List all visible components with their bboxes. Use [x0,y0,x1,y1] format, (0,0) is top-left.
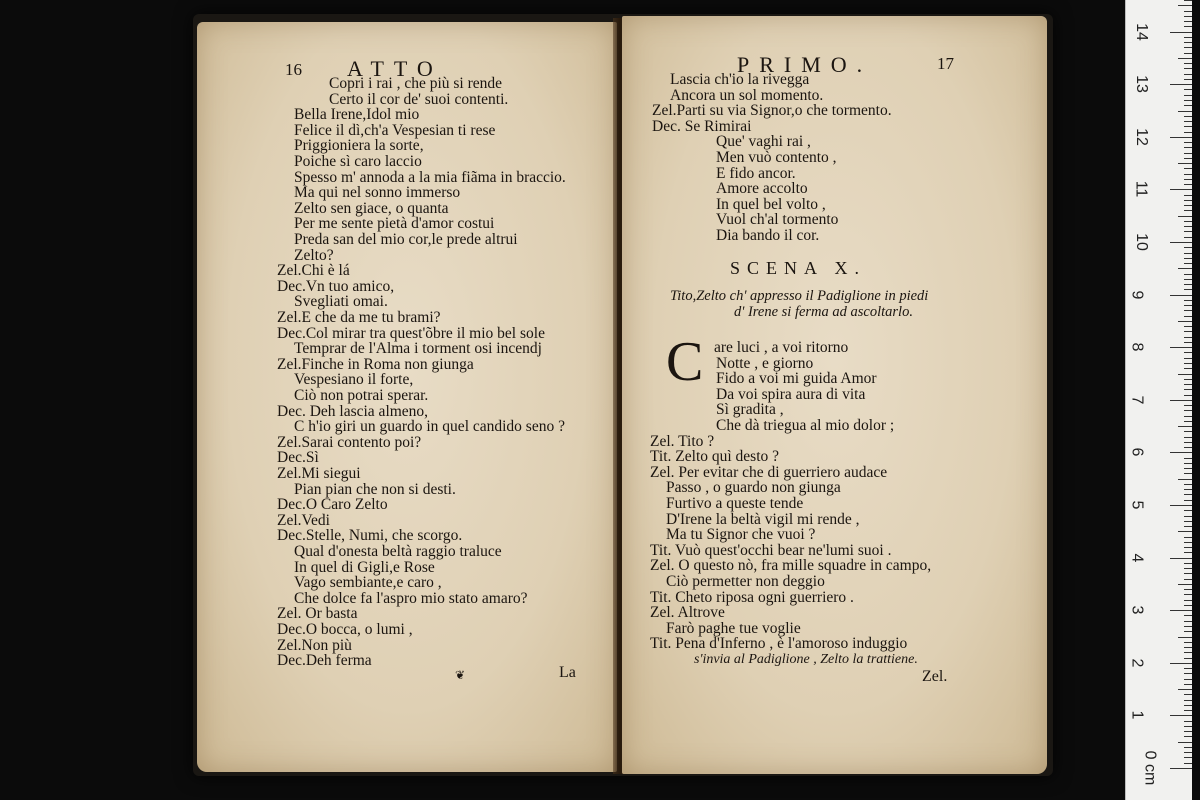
right-catchword: Zel. [922,668,948,685]
text-line: Passo , o guardo non giunga [666,479,841,497]
ruler-tick [1184,473,1192,474]
ruler-tick [1184,342,1192,343]
ruler-tick [1184,21,1192,22]
text-line: Dia bando il cor. [716,227,820,244]
text-line: Bella Irene,Idol mio [294,106,420,124]
ruler-tick [1170,84,1192,85]
ruler-tick [1178,531,1192,532]
ruler-tick [1184,121,1192,122]
ruler-tick [1184,658,1192,659]
ruler-tick [1184,174,1192,175]
ruler-tick [1184,289,1192,290]
ruler-tick [1184,74,1192,75]
text-line: Certo il cor de' suoi contenti. [329,90,509,108]
text-line: Ancora un sol momento. [670,86,824,104]
ruler-tick [1178,111,1192,112]
ruler-tick [1184,763,1192,764]
ruler-tick [1184,11,1192,12]
ruler-tick [1184,563,1192,564]
ruler-tick [1184,168,1192,169]
ruler-tick [1184,579,1192,580]
ruler-tick [1184,447,1192,448]
ruler-tick [1184,210,1192,211]
ruler-tick [1184,510,1192,511]
text-line: Da voi spira aura di vita [716,385,866,403]
ruler-tick [1184,132,1192,133]
ruler-tick [1184,431,1192,432]
ruler-tick [1184,489,1192,490]
ruler-tick [1184,116,1192,117]
ruler-tick [1184,368,1192,369]
ruler-number: 0 cm [1141,750,1159,786]
ruler-tick [1184,731,1192,732]
ruler-number: 7 [1128,395,1146,405]
ruler-tick [1170,137,1192,138]
ruler-tick [1184,652,1192,653]
text-line: Tit. Pena d'Inferno , è l'amoroso induggio [650,635,908,653]
text-line: Ma tu Signor che vuoi ? [666,526,816,544]
text-line: In quel bel volto , [716,195,826,213]
text-line: Fido a voi mi guida Amor [716,370,877,388]
text-line: Amore accolto [716,180,808,198]
ruler-tick [1184,621,1192,622]
ruler-tick [1184,600,1192,601]
ruler-tick [1184,42,1192,43]
ruler-tick [1184,679,1192,680]
text-line: D'Irene la beltà vigil mi rende , [666,510,860,528]
ruler-tick [1184,642,1192,643]
text-line: Per me sente pietà d'amor costui [294,215,495,233]
ruler-tick [1184,594,1192,595]
ruler-tick [1178,689,1192,690]
ruler-tick [1184,605,1192,606]
text-line: Zel.Parti su via Signor,o che tormento. [652,102,892,120]
ruler-tick [1184,221,1192,222]
text-line: Farò paghe tue voglie [666,619,801,637]
ruler-tick [1184,647,1192,648]
ruler-tick [1184,63,1192,64]
text-line: Lascia ch'io la rivegga [670,71,810,88]
text-line: Dec.Col mirar tra quest'õbre il mio bel sole [277,324,545,342]
ruler-tick [1170,295,1192,296]
text-line: Dec.Sì [277,449,319,467]
text-line: Ciò permetter non deggio [666,573,825,590]
ruler-tick [1184,468,1192,469]
text-line: Temprar de l'Alma i torment osi incendj [294,340,542,358]
ruler-tick [1178,742,1192,743]
ruler-tick [1184,147,1192,148]
ruler-number: 10 [1132,233,1150,251]
ruler-tick [1184,158,1192,159]
text-line: Dec. Se Rimirai [652,117,752,135]
ruler-tick [1178,216,1192,217]
text-line: Tit. Cheto riposa ogni guerriero . [650,588,854,606]
text-line: Vago sembiante,e caro , [294,574,442,592]
ruler-tick [1184,442,1192,443]
ruler-tick [1184,237,1192,238]
left-page-number: 16 [285,60,302,79]
left-page [197,22,617,772]
ruler-tick [1184,684,1192,685]
ruler-tick [1184,279,1192,280]
ruler-number: 8 [1128,342,1146,352]
ruler-number: 1 [1128,710,1146,720]
text-line: Poiche sì caro laccio [294,153,422,170]
ruler-tick [1184,153,1192,154]
ruler-tick [1184,700,1192,701]
ruler-tick [1184,389,1192,390]
ruler-tick [1184,516,1192,517]
final-stage-direction: s'invia al Padiglione , Zelto la trattiene. [694,652,918,667]
ruler-tick [1184,721,1192,722]
ruler-tick [1184,16,1192,17]
text-line: Zel.Mi siegui [277,465,361,482]
text-line: Zel.Vedi [277,511,330,529]
text-line: Che dolce fa l'aspro mio stato amaro? [294,589,528,607]
ruler-tick [1184,437,1192,438]
right-page-number: 17 [937,54,954,73]
ruler-tick [1178,321,1192,322]
ruler-tick [1178,479,1192,480]
ruler-tick [1184,284,1192,285]
text-line: Dec.Deh ferma [277,652,372,670]
ruler-tick [1184,316,1192,317]
ruler-tick [1184,300,1192,301]
ruler-tick [1184,568,1192,569]
text-line: Zel. Per evitar che di guerriero audace [650,463,888,481]
ruler-tick [1184,95,1192,96]
ruler-tick [1184,458,1192,459]
ruler-tick [1184,126,1192,127]
ruler-tick [1184,305,1192,306]
right-page [622,16,1047,774]
text-line: Zel.Sarai contento poi? [277,433,422,451]
ruler-tick [1184,184,1192,185]
ruler-tick [1178,584,1192,585]
ruler-tick [1170,505,1192,506]
text-line: Tit. Zelto quì desto ? [650,448,780,466]
stage-direction-line: Tito,Zelto ch' appresso il Padiglione in piedi [670,288,929,304]
ruler-tick [1184,526,1192,527]
text-line: Vuol ch'al tormento [716,211,839,229]
ruler-tick [1170,32,1192,33]
ruler-tick [1184,253,1192,254]
ruler-tick [1184,195,1192,196]
ruler-tick [1184,68,1192,69]
ruler-tick [1184,263,1192,264]
text-line: Ma qui nel sonno immerso [294,184,461,202]
text-line: Zelto sen giace, o quanta [294,199,449,217]
ruler-tick [1184,710,1192,711]
ruler-tick [1184,726,1192,727]
text-line: Ciò non potrai sperar. [294,387,429,404]
ruler-tick [1184,395,1192,396]
ruler-tick [1184,484,1192,485]
text-line: Que' vaghi rai , [716,133,811,151]
text-line: Qual d'onesta beltà raggio traluce [294,543,502,560]
ruler-tick [1184,0,1192,1]
ruler-tick [1170,610,1192,611]
ruler-tick [1170,715,1192,716]
ruler-tick [1184,47,1192,48]
ruler-tick [1184,142,1192,143]
ruler-tick [1184,310,1192,311]
left-running-header: ATTO [347,56,443,81]
ruler-tick [1184,573,1192,574]
text-line: Zel. Altrove [650,604,725,622]
ruler-tick [1184,200,1192,201]
text-line: Zel.E che da me tu brami? [277,309,441,326]
left-catchword: La [559,664,576,681]
ruler-tick [1178,58,1192,59]
ruler-tick [1184,247,1192,248]
ruler-tick [1184,421,1192,422]
text-line: In quel di Gigli,e Rose [294,558,435,576]
ruler-number: 6 [1128,447,1146,457]
ruler-tick [1170,663,1192,664]
measuring-ruler [1125,0,1192,800]
ruler-tick [1170,242,1192,243]
text-line: Tit. Vuò quest'occhi bear ne'lumi suoi . [650,541,892,559]
ruler-tick [1170,768,1192,769]
stage-direction-line: d' Irene si ferma ad ascoltarlo. [734,304,913,320]
ruler-tick [1184,226,1192,227]
ruler-tick [1184,231,1192,232]
text-line: Sì gradita , [716,401,784,419]
ruler-tick [1184,463,1192,464]
text-line: Furtivo a queste tende [666,495,804,512]
text-line: Che dà triegua al mio dolor ; [716,417,895,434]
ruler-tick [1178,637,1192,638]
ruler-tick [1178,268,1192,269]
ruler-tick [1184,673,1192,674]
ruler-tick [1170,452,1192,453]
ruler-tick [1184,500,1192,501]
ruler-tick [1184,379,1192,380]
ruler-tick [1184,405,1192,406]
text-line: Zel.Non più [277,636,352,654]
text-line: Zel. Tito ? [650,432,715,450]
ruler-number: 5 [1128,500,1146,510]
text-line: Dec.Stelle, Numi, che scorgo. [277,527,463,545]
ruler-tick [1184,521,1192,522]
text-line: E fido ancor. [716,164,796,182]
ruler-tick [1184,89,1192,90]
ruler-number: 14 [1132,22,1150,41]
text-line: Notte , e giorno [716,354,814,372]
text-line: Priggioniera la sorte, [294,137,424,155]
ruler-tick [1170,400,1192,401]
text-line: Dec.O Caro Zelto [277,496,388,514]
ruler-number: 2 [1128,658,1146,668]
text-line: Zel.Chi è lá [277,262,350,280]
ruler-tick [1170,347,1192,348]
ruler-tick [1184,352,1192,353]
ruler-tick [1184,542,1192,543]
text-line: Spesso m' annoda a la mia fiãma in braccio. [294,168,566,186]
ruler-tick [1184,547,1192,548]
text-line: Men vuò contento , [716,149,837,166]
text-line: Dec. Deh lascia almeno, [277,402,429,420]
ruler-tick [1184,331,1192,332]
text-line: are luci , a voi ritorno [714,339,849,356]
drop-cap: C [666,331,704,393]
ruler-tick [1184,26,1192,27]
ruler-tick [1184,494,1192,495]
ruler-tick [1184,668,1192,669]
ruler-tick [1184,53,1192,54]
ruler-tick [1184,384,1192,385]
ruler-tick [1170,558,1192,559]
text-line: Dec.Vn tuo amico, [277,277,395,295]
ruler-tick [1184,615,1192,616]
ruler-number: 9 [1128,290,1146,300]
text-line: Dec.O bocca, o lumi , [277,621,413,638]
text-line: Svegliati omai. [294,293,388,311]
ruler-number: 13 [1132,75,1150,94]
text-line: Felice il dì,ch'a Vespesian ti rese [294,121,496,139]
text-line: Pian pian che non si desti. [294,480,456,498]
ruler-tick [1184,363,1192,364]
ruler-tick [1184,589,1192,590]
right-running-header: PRIMO. [737,52,873,77]
ruler-tick [1184,626,1192,627]
ruler-tick [1184,337,1192,338]
ruler-tick [1184,705,1192,706]
ruler-number: 12 [1132,127,1150,146]
ruler-tick [1184,274,1192,275]
ruler-tick [1184,358,1192,359]
ruler-number: 4 [1128,553,1146,563]
text-line: C h'io giri un guardo in quel candido seno ? [294,418,565,436]
text-line: Zel.Finche in Roma non giunga [277,355,474,373]
text-line: Zelto? [294,246,334,264]
ruler-tick [1170,189,1192,190]
scene-title: SCENA X. [730,258,867,278]
ruler-tick [1184,105,1192,106]
ruler-tick [1184,631,1192,632]
text-line: Zel. Or basta [277,605,358,623]
ruler-tick [1184,179,1192,180]
ruler-tick [1184,100,1192,101]
ruler-tick [1184,205,1192,206]
ruler-tick [1178,426,1192,427]
ruler-tick [1178,374,1192,375]
ruler-tick [1184,747,1192,748]
text-line: Vespesiano il forte, [294,371,414,389]
text-line: Copri i rai , che più si rende [329,75,503,92]
ornament-icon: ❦ [455,668,466,682]
ruler-tick [1184,258,1192,259]
ruler-tick [1184,736,1192,737]
ruler-tick [1178,163,1192,164]
text-line: Preda san del mio cor,le prede altrui [294,231,518,248]
ruler-tick [1178,5,1192,6]
ruler-number: 3 [1128,605,1146,615]
text-line: Zel. O questo nò, fra mille squadre in campo, [650,557,932,575]
ruler-tick [1184,537,1192,538]
ruler-tick [1184,752,1192,753]
ruler-number: 11 [1132,181,1150,198]
ruler-tick [1184,552,1192,553]
ruler-tick [1184,416,1192,417]
ruler-tick [1184,694,1192,695]
ruler-tick [1184,326,1192,327]
ruler-tick [1184,79,1192,80]
ruler-tick [1184,37,1192,38]
ruler-tick [1184,757,1192,758]
ruler-tick [1184,410,1192,411]
